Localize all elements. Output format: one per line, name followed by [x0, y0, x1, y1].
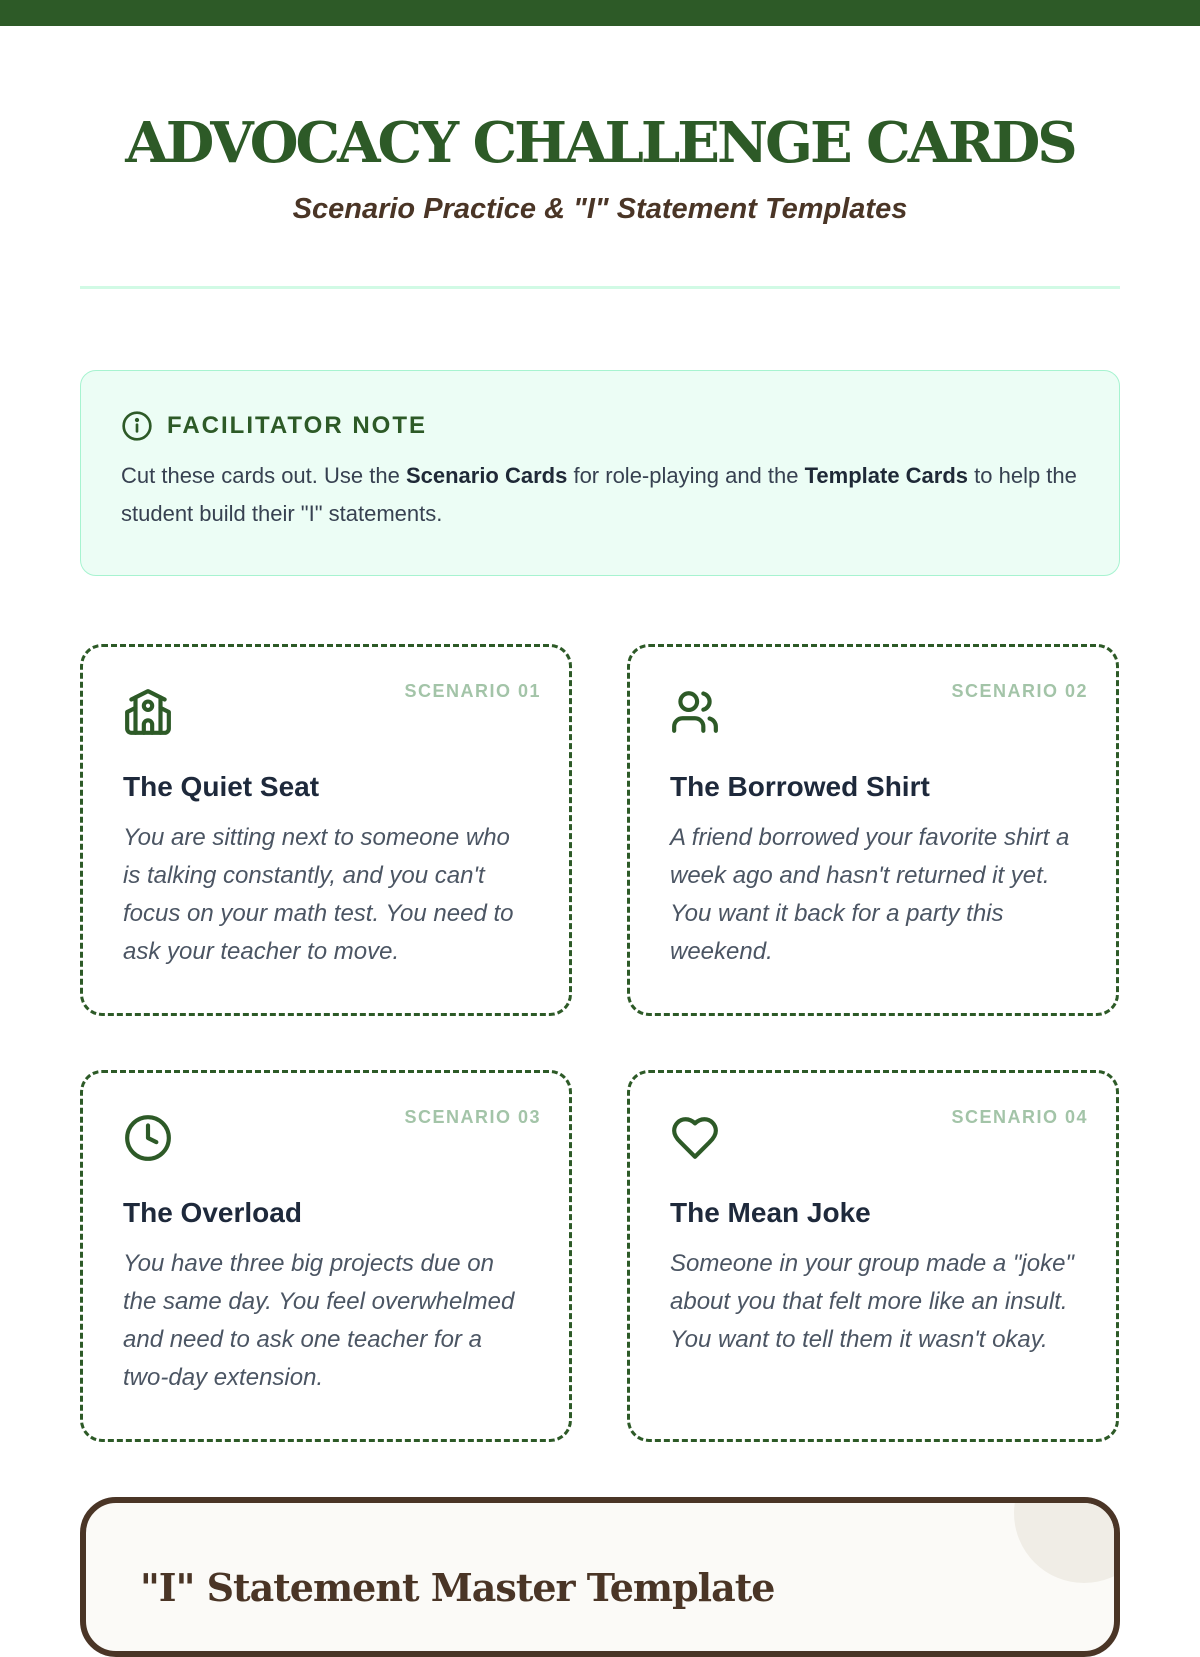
scenario-tag: SCENARIO 04: [951, 1107, 1088, 1127]
note-header: [121, 409, 1079, 443]
note-bold-scenario: Scenario Cards: [405, 463, 568, 488]
page-title: ADVOCACY CHALLENGE CARDS: [125, 110, 1075, 176]
clock-icon: [123, 1113, 173, 1163]
scenario-card-1: [80, 644, 572, 1016]
note-text-part: to help the student build their "I" statements.: [121, 463, 1077, 526]
school-icon: [123, 687, 173, 737]
users-icon: [670, 687, 720, 737]
master-template-card: [80, 1497, 1120, 1657]
scenario-card-4: [627, 1070, 1119, 1442]
top-bar: [0, 0, 1200, 26]
scenario-tag: SCENARIO 01: [404, 681, 541, 701]
info-icon: [121, 410, 153, 442]
note-title: FACILITATOR NOTE: [167, 412, 427, 439]
scenario-title: The Borrowed Shirt: [670, 771, 930, 802]
heart-icon: [670, 1113, 720, 1163]
scenario-title: The Quiet Seat: [123, 771, 320, 802]
note-text-part: for role-playing and the: [567, 463, 805, 488]
note-text-part: Cut these cards out. Use the: [121, 463, 406, 488]
divider: [80, 286, 1120, 289]
scenario-description: Someone in your group made a "joke" about you that felt more like an insult. You want to tell them it wasn't okay.: [670, 1250, 1074, 1353]
facilitator-note: [80, 370, 1120, 576]
note-text: [121, 457, 1079, 533]
scenario-title: The Mean Joke: [670, 1197, 871, 1228]
scenario-description: You have three big projects due on the same day. You feel overwhelmed and need to ask one teacher for a two-day extension.: [123, 1250, 515, 1391]
scenario-description: A friend borrowed your favorite shirt a week ago and hasn't returned it yet. You want it back for a party this weekend.: [670, 824, 1070, 965]
scenario-card-2: [627, 644, 1119, 1016]
page-subtitle: Scenario Practice & "I" Statement Templates: [292, 193, 908, 225]
note-bold-template: Template Cards: [804, 463, 969, 488]
scenario-tag: SCENARIO 03: [404, 1107, 541, 1127]
scenario-description: You are sitting next to someone who is talking constantly, and you can't focus on your math test. You need to ask your teacher to move.: [123, 824, 514, 965]
decorative-circle: [1014, 1497, 1120, 1583]
master-template-title: "I" Statement Master Template: [140, 1565, 775, 1610]
scenario-title: The Overload: [123, 1197, 302, 1228]
scenario-card-3: [80, 1070, 572, 1442]
scenario-tag: SCENARIO 02: [951, 681, 1088, 701]
